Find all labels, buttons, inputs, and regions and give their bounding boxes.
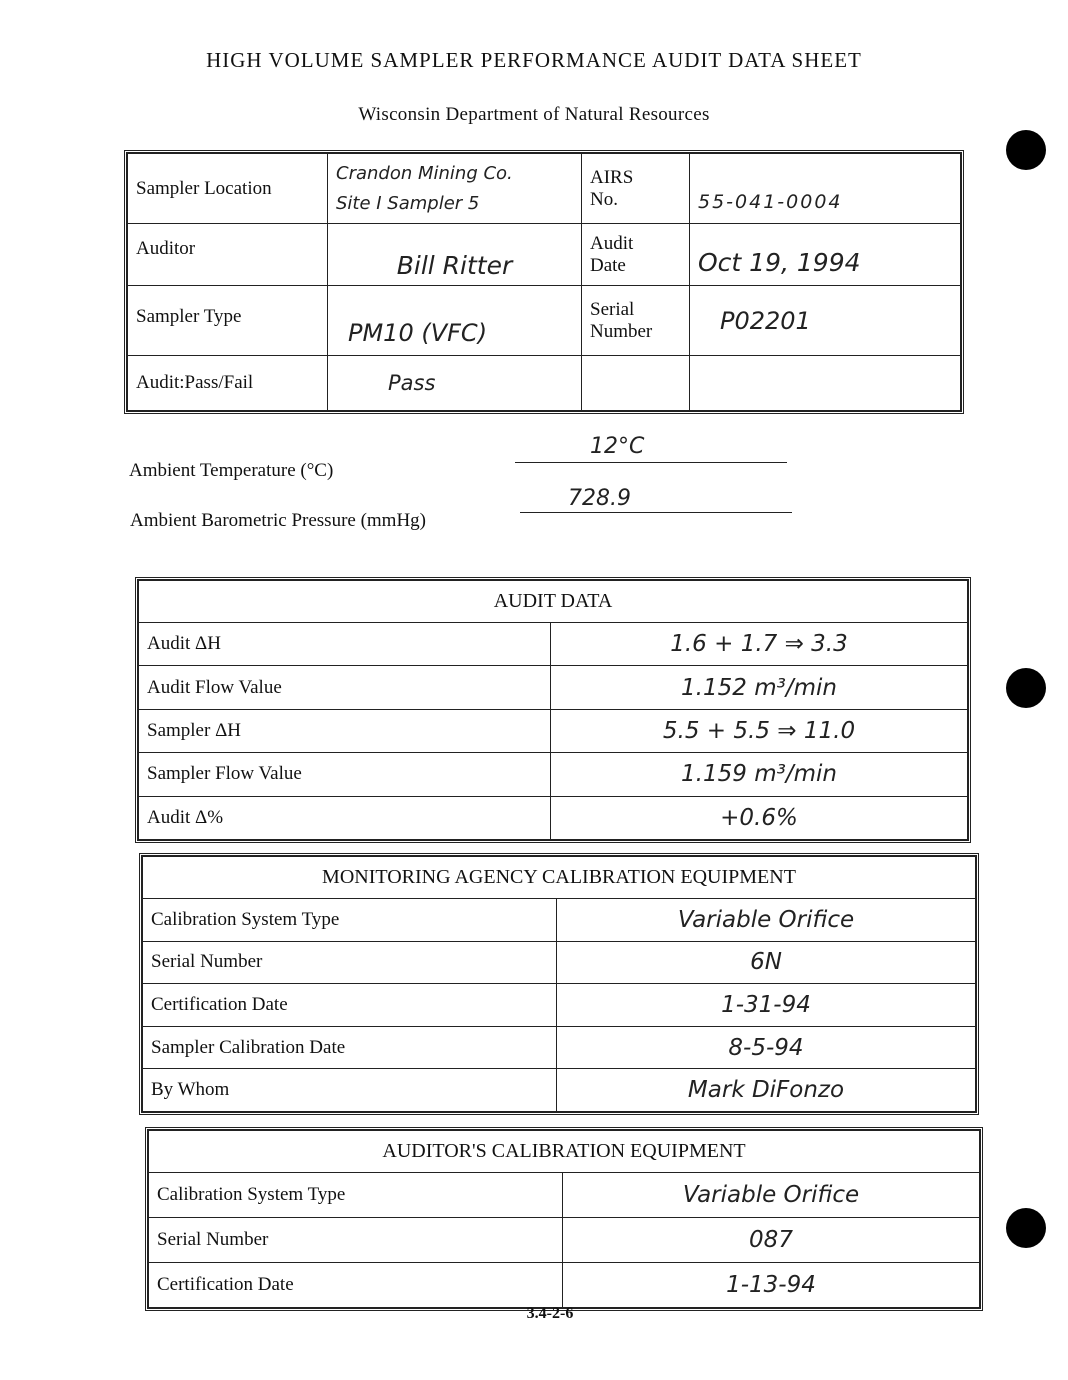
by-whom-label: By Whom bbox=[143, 1069, 557, 1112]
by-whom-value: Mark DiFonzo bbox=[557, 1069, 976, 1112]
audit-date-value: Oct 19, 1994 bbox=[690, 224, 961, 286]
sampler-flow-value: 1.159 m³/min bbox=[551, 753, 968, 796]
serial-number-value: P02201 bbox=[690, 286, 961, 356]
auditor-system-type-label: Calibration System Type bbox=[149, 1173, 563, 1218]
ambient-pressure-label: Ambient Barometric Pressure (mmHg) bbox=[130, 510, 427, 531]
audit-delta-percent-value: +0.6% bbox=[551, 796, 968, 839]
audit-data-header: AUDIT DATA bbox=[139, 581, 968, 623]
airs-label: AIRS No. bbox=[582, 154, 690, 224]
agency-system-type-label: Calibration System Type bbox=[143, 899, 557, 942]
agency-certification-label: Certification Date bbox=[143, 984, 557, 1027]
page-title: HIGH VOLUME SAMPLER PERFORMANCE AUDIT DATA SHEET bbox=[206, 48, 862, 72]
sampler-delta-h-label: Sampler ΔH bbox=[139, 709, 551, 752]
agency-system-type-value: Variable Orifice bbox=[557, 899, 976, 942]
empty-cell bbox=[690, 356, 961, 411]
agency-calibration-table bbox=[139, 853, 979, 1115]
binder-hole-top bbox=[1006, 130, 1046, 170]
auditor-calibration-header: AUDITOR'S CALIBRATION EQUIPMENT bbox=[149, 1131, 980, 1173]
sampler-calibration-date-label: Sampler Calibration Date bbox=[143, 1026, 557, 1069]
pass-fail-value: Pass bbox=[328, 356, 582, 411]
sampler-info-table bbox=[124, 150, 964, 414]
auditor-calibration-table bbox=[145, 1127, 983, 1311]
serial-number-label: Serial Number bbox=[582, 286, 690, 356]
sampler-location-value: Crandon Mining Co. Site I Sampler 5 bbox=[328, 154, 582, 224]
auditor-value: Bill Ritter bbox=[328, 224, 582, 286]
ambient-pressure-value: 728.9 bbox=[568, 486, 631, 511]
binder-hole-middle bbox=[1006, 668, 1046, 708]
pass-fail-label: Audit:Pass/Fail bbox=[128, 356, 328, 411]
audit-date-label: Audit Date bbox=[582, 224, 690, 286]
audit-flow-label: Audit Flow Value bbox=[139, 666, 551, 709]
audit-flow-value: 1.152 m³/min bbox=[551, 666, 968, 709]
empty-cell bbox=[582, 356, 690, 411]
auditor-certification-label: Certification Date bbox=[149, 1263, 563, 1308]
agency-calibration-header: MONITORING AGENCY CALIBRATION EQUIPMENT bbox=[143, 857, 976, 899]
audit-delta-h-label: Audit ΔH bbox=[139, 623, 551, 666]
airs-value: 55-041-0004 bbox=[690, 154, 961, 224]
ambient-temperature-line bbox=[515, 462, 787, 463]
binder-hole-bottom bbox=[1006, 1208, 1046, 1248]
page-number: 3.4-2-6 bbox=[526, 1305, 574, 1322]
audit-data-table bbox=[135, 577, 971, 843]
agency-certification-value: 1-31-94 bbox=[557, 984, 976, 1027]
sampler-location-label: Sampler Location bbox=[128, 154, 328, 224]
ambient-temperature-value: 12°C bbox=[590, 434, 645, 459]
auditor-system-type-value: Variable Orifice bbox=[563, 1173, 980, 1218]
auditor-label: Auditor bbox=[128, 224, 328, 286]
sampler-delta-h-value: 5.5 + 5.5 ⇒ 11.0 bbox=[551, 709, 968, 752]
sampler-flow-label: Sampler Flow Value bbox=[139, 753, 551, 796]
agency-serial-label: Serial Number bbox=[143, 941, 557, 984]
audit-delta-h-value: 1.6 + 1.7 ⇒ 3.3 bbox=[551, 623, 968, 666]
auditor-certification-value: 1-13-94 bbox=[563, 1263, 980, 1308]
sampler-calibration-date-value: 8-5-94 bbox=[557, 1026, 976, 1069]
auditor-serial-value: 087 bbox=[563, 1218, 980, 1263]
auditor-serial-label: Serial Number bbox=[149, 1218, 563, 1263]
sampler-type-label: Sampler Type bbox=[128, 286, 328, 356]
page-subtitle: Wisconsin Department of Natural Resources bbox=[358, 104, 710, 125]
audit-delta-percent-label: Audit Δ% bbox=[139, 796, 551, 839]
agency-serial-value: 6N bbox=[557, 941, 976, 984]
ambient-temperature-label: Ambient Temperature (°C) bbox=[129, 460, 334, 481]
ambient-pressure-line bbox=[520, 512, 792, 513]
sampler-type-value: PM10 (VFC) bbox=[328, 286, 582, 356]
